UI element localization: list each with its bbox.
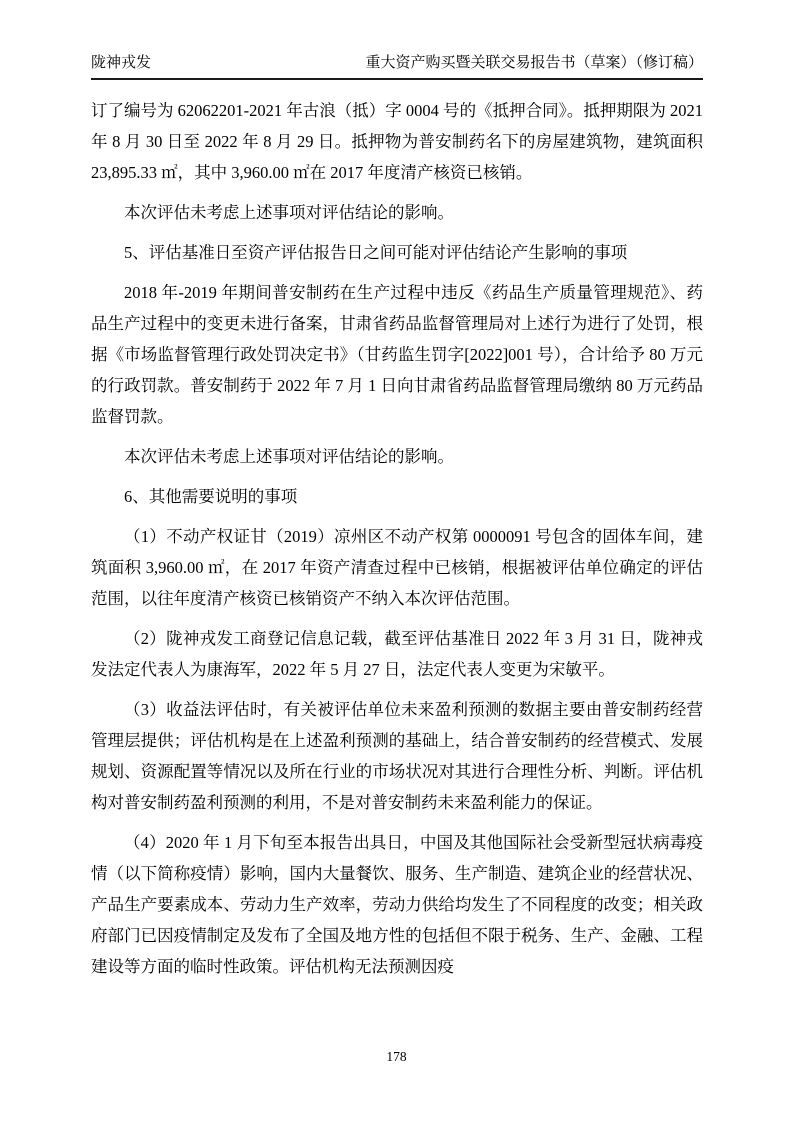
paragraph-penalty-details: 2018 年-2019 年期间普安制药在生产过程中违反《药品生产质量管理规范》、药品生产过程中的变更未进行备案，甘肃省药品监督管理局对上述行为进行了处罚，根据《市场监督管理行政处罚决定书》（甘药监生罚字[2022]001 号），合计给予 80 万元的行政罚款。普安制药于 2022 年 7 月 1 日向甘肃省药品监督管理局缴纳 80 万元药品监督罚款。: [91, 283, 703, 427]
header-company-name: 陇神戎发: [91, 55, 152, 71]
page-header: [91, 55, 703, 80]
paragraph-item-6-1: （1）不动产权证甘（2019）凉州区不动产权第 0000091 号包含的固体车间，建筑面积 3,960.00 ㎡，在 2017 年资产清查过程中已核销，根据被评估单位确定的评估范围，以往年度清产核资已核销资产不纳入本次评估范围。: [91, 527, 703, 609]
paragraph-continuation-mortgage-contract: 订了编号为 62062201-2021 年古浪（抵）字 0004 号的《抵押合同》。抵押期限为 2021 年 8 月 30 日至 2022 年 8 月 29 日。抵押物为普安制药名下的房屋建筑物，建筑面积 23,895.33 ㎡，其中 3,960.00 ㎡在 2017 年度清产核资已核销。: [91, 101, 703, 183]
header-report-title: 重大资产购买暨关联交易报告书（草案）（修订稿）: [365, 55, 703, 71]
paragraph-item-6-3: （3）收益法评估时，有关被评估单位未来盈利预测的数据主要由普安制药经营管理层提供；评估机构是在上述盈利预测的基础上，结合普安制药的经营模式、发展规划、资源配置等情况以及所在行业的市场状况对其进行合理性分析、判断。评估机构对普安制药盈利预测的利用，不是对普安制药未来盈利能力的保证。: [91, 700, 703, 813]
heading-item-6: 6、其他需要说明的事项: [124, 487, 298, 507]
paragraph-assessment-note-1: 本次评估未考虑上述事项对评估结论的影响。: [124, 203, 454, 223]
paragraph-assessment-note-2: 本次评估未考虑上述事项对评估结论的影响。: [124, 447, 454, 467]
paragraph-item-6-4: （4）2020 年 1 月下旬至本报告出具日，中国及其他国际社会受新型冠状病毒疫情（以下简称疫情）影响，国内大量餐饮、服务、生产制造、建筑企业的经营状况、产品生产要素成本、劳动力生产效率，劳动力供给均发生了不同程度的改变；相关政府部门已因疫情制定及发布了全国及地方性的包括但不限于税务、生产、金融、工程建设等方面的临时性政策。评估机构无法预测因疫: [91, 833, 703, 977]
page-footer: [0, 1049, 793, 1065]
page-number: 178: [386, 1049, 407, 1064]
paragraph-item-6-2: （2）陇神戎发工商登记信息记载，截至评估基准日 2022 年 3 月 31 日，陇神戎发法定代表人为康海军，2022 年 5 月 27 日，法定代表人变更为宋敏平。: [91, 629, 703, 680]
document-body: [91, 80, 703, 982]
heading-item-5: 5、评估基准日至资产评估报告日之间可能对评估结论产生影响的事项: [124, 243, 628, 263]
